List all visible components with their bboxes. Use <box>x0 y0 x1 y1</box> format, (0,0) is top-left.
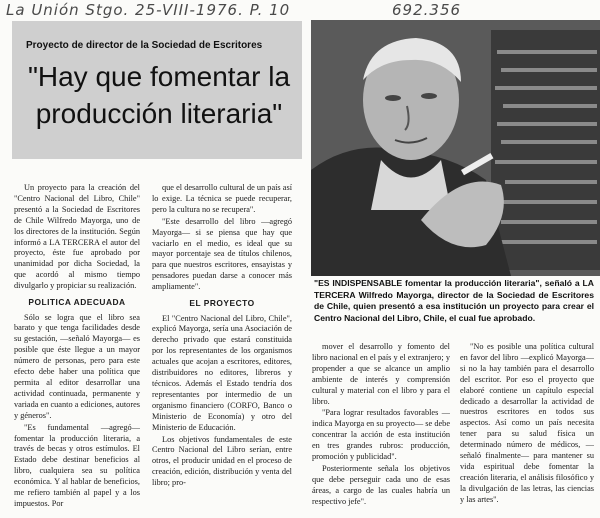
article-column-3 <box>312 342 450 518</box>
paragraph: "No es posible una política cultural en favor del libro —explicó Mayorga— si no la hay también para el desarrollo del escritor. Por eso el proyecto que elaboré contiene un capítulo especial dedicado a desarrollar la actividad de nuestros escritores en todos sus aspectos. Así como un país necesita tener para su salud física un determinado número de médicos, —señaló finalmente— para mantener su vida espiritual debe fomentar la creación literaria, el análisis filosófico y la divulgación de las letras, las ciencias y las artes". <box>460 342 594 504</box>
paragraph: El "Centro Nacional del Libro, Chile", explicó Mayorga, sería una Asociación de derecho privado que estará constituida por los representantes de los organismos actuales que acojan a escritores, editores, distribuidores no editores, libreros y técnicos. Además el Estado tendría dos representantes por intermedio de un organismo financiero (CORFO, Banco o Ministerio de Economía) y otro del Ministerio de Educación. <box>152 313 292 432</box>
paragraph: mover el desarrollo y fomento del libro nacional en el país y el extranjero; y propender a que se alcance un amplio ambiente de interés y comprensión cultural y material con el libro y para el libro. <box>312 342 450 406</box>
article-column-1 <box>14 183 140 518</box>
paragraph: "Es fundamental —agregó— fomentar la producción literaria, a través de becas y otros estímulos. El Estado debe destinar beneficios al libro, cualquiera sea su política económica. Y al hablar de beneficios, me refiero también al papel y a los impuestos. Por <box>14 422 140 508</box>
article-column-4 <box>460 342 594 518</box>
kicker: Proyecto de director de la Sociedad de Escritores <box>26 40 263 51</box>
annotation-catalog-number: 692.356 <box>392 1 462 19</box>
subheading: EL PROYECTO <box>189 298 255 309</box>
headline-box <box>12 21 302 159</box>
annotation-source-date: La Unión Stgo. 25-VIII-1976. P. 10 <box>6 1 291 19</box>
paragraph: "Para lograr resultados favorables —indica Mayorga en su proyecto— se debe concentrar la acción de esta institución en tres grandes rubros: producción, promoción y publicidad". <box>312 408 450 462</box>
paragraph: Los objetivos fundamentales de este Centro Nacional del Libro serían, entre otros, el producir unidad en el proceso de creación, edición, distribución y venta del libro; pro- <box>152 434 292 488</box>
handwritten-annotation <box>0 0 600 20</box>
portrait-photo <box>311 20 600 276</box>
subheading: POLITICA ADECUADA <box>28 297 126 308</box>
paragraph: "Este desarrollo del libro —agregó Mayorga— si se piensa que hay que vaciarlo en el medio, es ideal que su mayor porcentaje sea de títulos chilenos, para que nuestros escritores, ensayistas y pensadores puedan darse a conocer más ampliamente". <box>152 216 292 292</box>
photo-caption: "ES INDISPENSABLE fomentar la producción literaria", señaló a LA TERCERA Wilfredo Mayorga, director de la Sociedad de Escritores de Chile, quien presentó a esa institución un proyecto para crear el Centro Nacional del Libro, Chile, el cual fue aprobado. <box>314 278 594 323</box>
paragraph: Un proyecto para la creación del "Centro Nacional del Libro, Chile" presentó a la Sociedad de Escritores de Chile Wilfredo Mayorga, uno de los directores de la institución. Según informó a LA TERCERA el autor del proyecto, éste fue aprobado por unanimidad por dicha Sociedad, la que acordó al mismo tiempo divulgarlo y propiciar su realización. <box>14 183 140 291</box>
headline: "Hay que fomentar la producción literaria" <box>27 61 291 129</box>
portrait-illustration <box>311 20 600 276</box>
article-column-2 <box>152 183 292 518</box>
paragraph: Posteriormente señala los objetivos que debe perseguir cada uno de esas áreas, a cargo de las cuales habría un respectivo jefe". <box>312 463 450 506</box>
paragraph: Sólo se logra que el libro sea barato y que tenga facilidades desde su gestación, —señaló Mayorga— es posible que éste llegue a un mayor número de personas, pero para este efecto debe haber una política que permita al editor desarrollar una actividad continuada, permanente y variada en cuanto a ediciones, autores y géneros". <box>14 312 140 420</box>
paragraph: que el desarrollo cultural de un país así lo exige. La técnica se puede recuperar, pero la cultura no se recupera". <box>152 183 292 214</box>
